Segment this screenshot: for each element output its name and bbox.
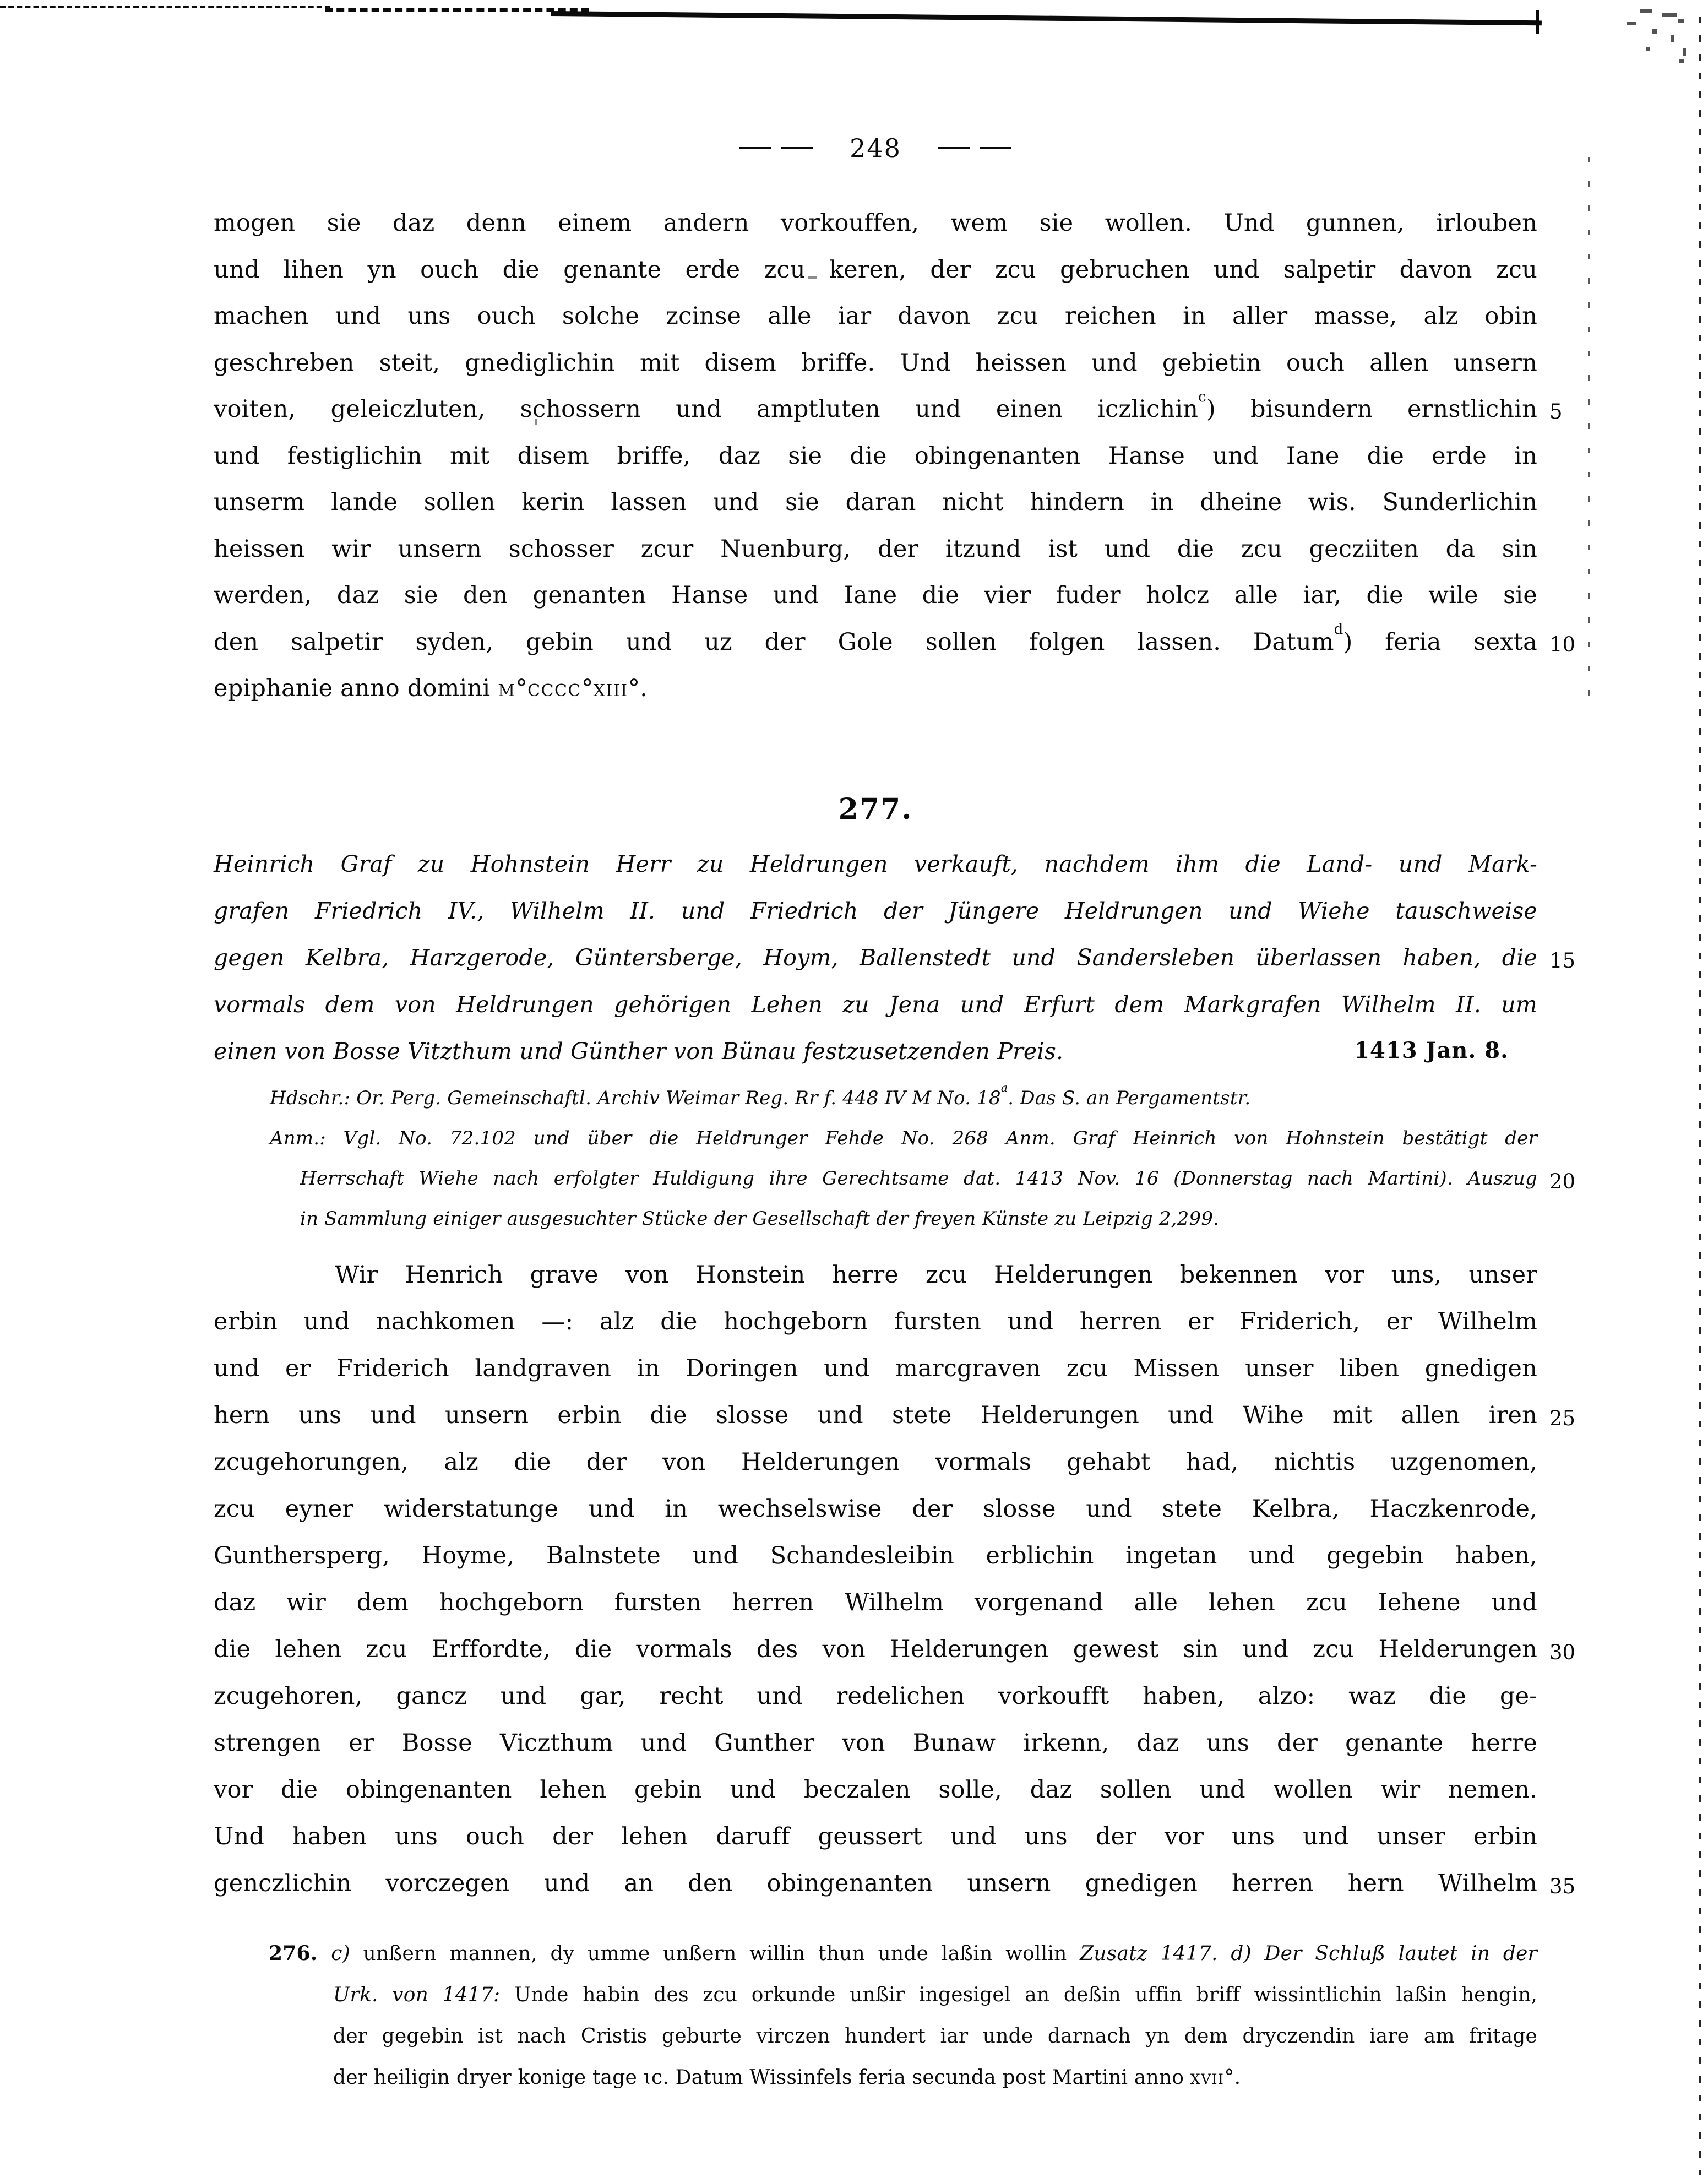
- doc-277-body: [214, 1252, 1576, 1907]
- text-run: xiii: [593, 675, 628, 702]
- scan-artifact-top-solid-line: [551, 11, 1542, 25]
- text-line: [214, 1299, 1537, 1345]
- text-line: [214, 888, 1537, 935]
- text-run: unßern mannen, dy umme unßern willin thun unde laßin wollin: [363, 1942, 1080, 1965]
- text-run: °.: [628, 675, 648, 702]
- margin-line-number: 5: [1549, 400, 1563, 423]
- text-line: [214, 200, 1537, 247]
- text-run: und festiglichin mit disem briffe, daz sie die obingenanten Hanse und Iane die erde in: [214, 442, 1537, 470]
- text-run: grafen Friedrich IV., Wilhelm II. und Friedrich der Jüngere Heldrungen und Wiehe tauschweise: [214, 898, 1537, 924]
- scan-noise: [1640, 9, 1652, 13]
- text-run: machen und uns ouch solche zcinse alle iar davon zcu reichen in aller masse, alz obin: [214, 302, 1537, 330]
- text-run: Und haben uns ouch der lehen daruff geussert und uns der vor uns und unser erbin: [214, 1823, 1537, 1850]
- text-line: [333, 1974, 1537, 2016]
- text-run: Zusatz 1417.: [1080, 1942, 1231, 1965]
- margin-line-number: 30: [1549, 1641, 1576, 1664]
- text-run: ) feria sexta: [1343, 628, 1537, 656]
- text-run: hern uns und unsern erbin die slosse und stete Helderungen und Wihe mit allen iren: [214, 1402, 1537, 1429]
- text-run: Anm.: Vgl. No. 72.102 und über die Heldrunger Fehde No. 268 Anm. Graf Heinrich von Hohnstein bestätigt der: [270, 1127, 1537, 1149]
- text-run: xvii: [1190, 2066, 1225, 2089]
- text-run: Hdschr.: Or. Perg. Gemeinschaftl. Archiv Weimar Reg. Rr f. 448 IV M No. 18: [270, 1087, 1001, 1109]
- scan-noise: [1678, 19, 1684, 23]
- text-run: unserm lande sollen kerin lassen und sie daran nicht hindern in dheine wis. Sunderlichin: [214, 488, 1537, 516]
- text-run: Unde habin des zcu orkunde unßir ingesigel an deßin uffin briff wissintlichin laßin hengin,: [514, 1984, 1537, 2006]
- text-line: [214, 1392, 1576, 1439]
- text-line: [214, 981, 1537, 1028]
- text-run: Herrschaft Wiehe nach erfolgter Huldigung ihre Gerechtsame dat. 1413 Nov. 16 (Donnerstag nach Martini). Auszug: [300, 1167, 1537, 1190]
- text-run: einen von Bosse Vitzthum und Günther von Bünau festzusetzenden Preis.: [214, 1038, 1064, 1065]
- text-run: werden, daz sie den genanten Hanse und Iane die vier fuder holcz alle iar, die wile sie: [214, 582, 1537, 609]
- doc-276-continuation: [214, 200, 1576, 712]
- text-run: der gegebin ist nach Cristis geburte virczen hundert iar unde darnach yn dem dryczendin iare am fritage: [333, 2025, 1537, 2048]
- text-line: [214, 1626, 1576, 1673]
- text-line: [214, 1486, 1537, 1533]
- text-line: [214, 1579, 1537, 1626]
- scan-noise: [1646, 47, 1650, 51]
- text-run: cccc: [527, 675, 581, 702]
- text-run: zcu eyner widerstatunge und in wechselswise der slosse und stete Kelbra, Haczkenrode,: [214, 1495, 1537, 1523]
- text-line: [214, 665, 1537, 712]
- text-run: zcugehorungen, alz die der von Helderungen vormals gehabt had, nichtis uzgenomen,: [214, 1448, 1537, 1476]
- text-run: in Sammlung einiger ausgesuchter Stücke der Gesellschaft der freyen Künste zu Leipzig 2,299.: [300, 1208, 1220, 1230]
- document-number-heading: 277.: [838, 792, 913, 827]
- text-line: [214, 526, 1537, 573]
- text-run: . Das S. an Pergamentstr.: [1008, 1087, 1251, 1109]
- text-run: strengen er Bosse Viczthum und Gunther von Bunaw irkenn, daz uns der genante herre: [214, 1729, 1537, 1757]
- text-run: c): [331, 1942, 363, 1965]
- text-line: [333, 2057, 1537, 2098]
- text-line: [214, 1028, 1537, 1075]
- text-line: [214, 619, 1576, 666]
- text-run: d) Der Schluß lautet in der: [1231, 1942, 1537, 1965]
- scan-artifact-end-tick: [1536, 10, 1539, 34]
- footnote-marker: c: [1198, 388, 1206, 405]
- text-run: den salpetir syden, gebin und uz der Gole sollen folgen lassen. Datum: [214, 628, 1334, 656]
- text-line: [214, 1860, 1576, 1907]
- page-header: [214, 131, 1537, 165]
- text-line: [214, 1345, 1537, 1392]
- text-run: epiphanie anno domini: [214, 675, 498, 702]
- text-run: °: [581, 675, 594, 702]
- scan-noise: [1679, 59, 1684, 63]
- doc-277-summary: [214, 841, 1576, 1075]
- text-line: [300, 1159, 1576, 1199]
- text-run: gegen Kelbra, Harzgerode, Güntersberge, Hoym, Ballenstedt und Sandersleben überlassen haben, die: [214, 944, 1537, 971]
- text-run: vor die obingenanten lehen gebin und beczalen solle, daz sollen und wollen wir nemen.: [214, 1776, 1537, 1804]
- text-run: voiten, geleiczluten, schossern und amptluten und einen iczlichin: [214, 395, 1199, 423]
- text-line: [214, 479, 1537, 526]
- text-line: [214, 1533, 1537, 1579]
- text-line: [270, 1118, 1537, 1159]
- scan-noise: [1627, 22, 1636, 25]
- text-line: [214, 1673, 1537, 1720]
- scan-noise: [1662, 13, 1677, 17]
- text-line: [214, 1813, 1537, 1860]
- text-run: °: [515, 675, 528, 702]
- scan-noise: [1671, 35, 1674, 42]
- text-line: [214, 1439, 1537, 1486]
- text-run: °.: [1224, 2066, 1241, 2089]
- text-line: [214, 1252, 1537, 1299]
- text-run: Urk. von 1417:: [333, 1984, 514, 2006]
- text-line: [214, 293, 1537, 340]
- text-run: Heinrich Graf zu Hohnstein Herr zu Heldrungen verkauft, nachdem ihm die Land- und Mark-: [214, 851, 1537, 877]
- text-run: die lehen zcu Erffordte, die vormals des von Helderungen gewest sin und zcu Helderungen: [214, 1636, 1537, 1663]
- page-number: 248: [850, 133, 901, 163]
- text-run: zcugehoren, gancz und gar, recht und redelichen vorkoufft haben, alzo: waz die ge-: [214, 1682, 1537, 1710]
- margin-line-number: 15: [1549, 949, 1576, 973]
- text-run: geschreben steit, gnediglichin mit disem briffe. Und heissen und gebietin ouch allen unsern: [214, 349, 1537, 377]
- text-run: 276.: [269, 1942, 331, 1965]
- text-line: [300, 1199, 1537, 1239]
- text-run: Gunthersperg, Hoyme, Balnstete und Schandesleibin erblichin ingetan und gegebin haben,: [214, 1542, 1537, 1570]
- scan-artifact-right-edge-dashes: [1699, 17, 1701, 2175]
- footnotes-doc-276: [214, 1933, 1537, 2098]
- margin-line-number: 10: [1549, 632, 1576, 656]
- margin-line-number: 35: [1549, 1875, 1576, 1898]
- text-line: [214, 340, 1537, 387]
- scan-artifact-top-dashed-line-2: [325, 8, 589, 12]
- scan-artifact-margin-dashes: [1588, 157, 1590, 697]
- text-run: mogen sie daz denn einem andern vorkouffen, wem sie wollen. Und gunnen, irlouben: [214, 209, 1537, 237]
- text-run: daz wir dem hochgeborn fursten herren Wilhelm vorgenand alle lehen zcu Iehene und: [214, 1589, 1537, 1616]
- text-line: [214, 841, 1537, 888]
- text-run: ) bisundern ernstlichin: [1206, 395, 1537, 423]
- header-rule-right: [938, 147, 1011, 149]
- footnote-marker: a: [1000, 1081, 1008, 1095]
- scan-noise: [1683, 48, 1686, 56]
- text-run: genczlichin vorczegen und an den obingenanten unsern gnedigen herren hern Wilhelm: [214, 1870, 1537, 1897]
- text-line: [214, 1720, 1537, 1767]
- text-run: vormals dem von Heldrungen gehörigen Lehen zu Jena und Erfurt dem Markgrafen Wilhelm II. um: [214, 991, 1537, 1018]
- text-line: [214, 247, 1537, 294]
- text-run: der heiligin dryer konige tage ɩc. Datum Wissinfels feria secunda post Martini anno: [333, 2066, 1190, 2089]
- text-line: [214, 1767, 1537, 1813]
- date-label: 1413 Jan. 8.: [1354, 1038, 1509, 1063]
- header-rule-left: [739, 147, 813, 149]
- scan-noise: [1652, 29, 1657, 34]
- text-line: [333, 2016, 1537, 2057]
- text-line: [214, 386, 1563, 433]
- text-run: Wir Henrich grave von Honstein herre zcu Helderungen bekennen vor uns, unser: [335, 1261, 1537, 1289]
- text-run: und lihen yn ouch die genante erde zcu keren, der zcu gebruchen und salpetir davon zcu: [214, 256, 1537, 284]
- scan-artifact-top-dashed-line: [0, 6, 330, 8]
- text-run: m: [498, 675, 516, 702]
- footnote-marker: d: [1334, 621, 1343, 638]
- doc-277-source-notes: [214, 1078, 1576, 1239]
- text-run: erbin und nachkomen —: alz die hochgeborn fursten und herren er Friderich, er Wilhelm: [214, 1308, 1537, 1335]
- text-line: [269, 1933, 1537, 1974]
- text-line: [214, 572, 1537, 619]
- margin-line-number: 25: [1549, 1407, 1576, 1430]
- text-line: [270, 1078, 1537, 1118]
- margin-line-number: 20: [1549, 1170, 1576, 1193]
- text-line: [214, 935, 1576, 981]
- text-line: [214, 433, 1537, 480]
- text-run: und er Friderich landgraven in Doringen und marcgraven zcu Missen unser liben gnedigen: [214, 1355, 1537, 1382]
- text-run: heissen wir unsern schosser zcur Nuenburg, der itzund ist und die zcu gecziiten da sin: [214, 535, 1537, 563]
